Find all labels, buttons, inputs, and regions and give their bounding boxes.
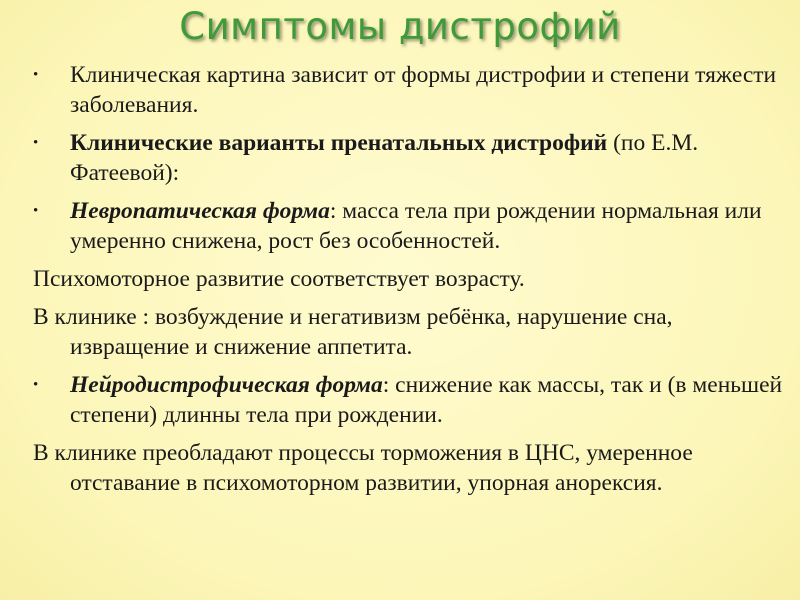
bullet-item-clinical-variants — [33, 128, 793, 188]
paragraph-clinic-excitation: В клинике : возбуждение и негативизм ребёнка, нарушение сна, извращение и снижение аппетита. — [33, 304, 673, 360]
bold-italic-text: Нейродистрофическая форма — [70, 372, 383, 398]
bold-text: Клинические варианты пренатальных дистрофий — [70, 130, 608, 156]
bullet-text: Клиническая картина зависит от формы дистрофии и степени тяжести заболевания. — [70, 62, 777, 118]
bullet-item-neuropathic-form — [33, 196, 793, 256]
bullet-item-clinical-picture — [33, 60, 793, 120]
bullet-item-neurodystrophic-form — [33, 370, 793, 430]
slide-title: Симптомы дистрофий — [179, 5, 621, 48]
bullet-text: (по Е.М. Фатеевой): — [70, 130, 699, 186]
bold-italic-text: Невропатическая форма — [70, 198, 330, 224]
paragraph-psychomotor: Психомоторное развитие соответствует возрасту. — [33, 266, 525, 292]
slide-content — [33, 60, 793, 506]
bullet-text: : масса тела при рождении нормальная или умеренно снижена, рост без особенностей. — [70, 198, 762, 254]
bullet-text: : снижение как массы, так и (в меньшей степени) длинны тела при рождении. — [70, 372, 783, 428]
paragraph-clinic-inhibition: В клинике преобладают процессы торможения в ЦНС, умеренное отставание в психомоторном развитии, упорная анорексия. — [33, 440, 693, 496]
